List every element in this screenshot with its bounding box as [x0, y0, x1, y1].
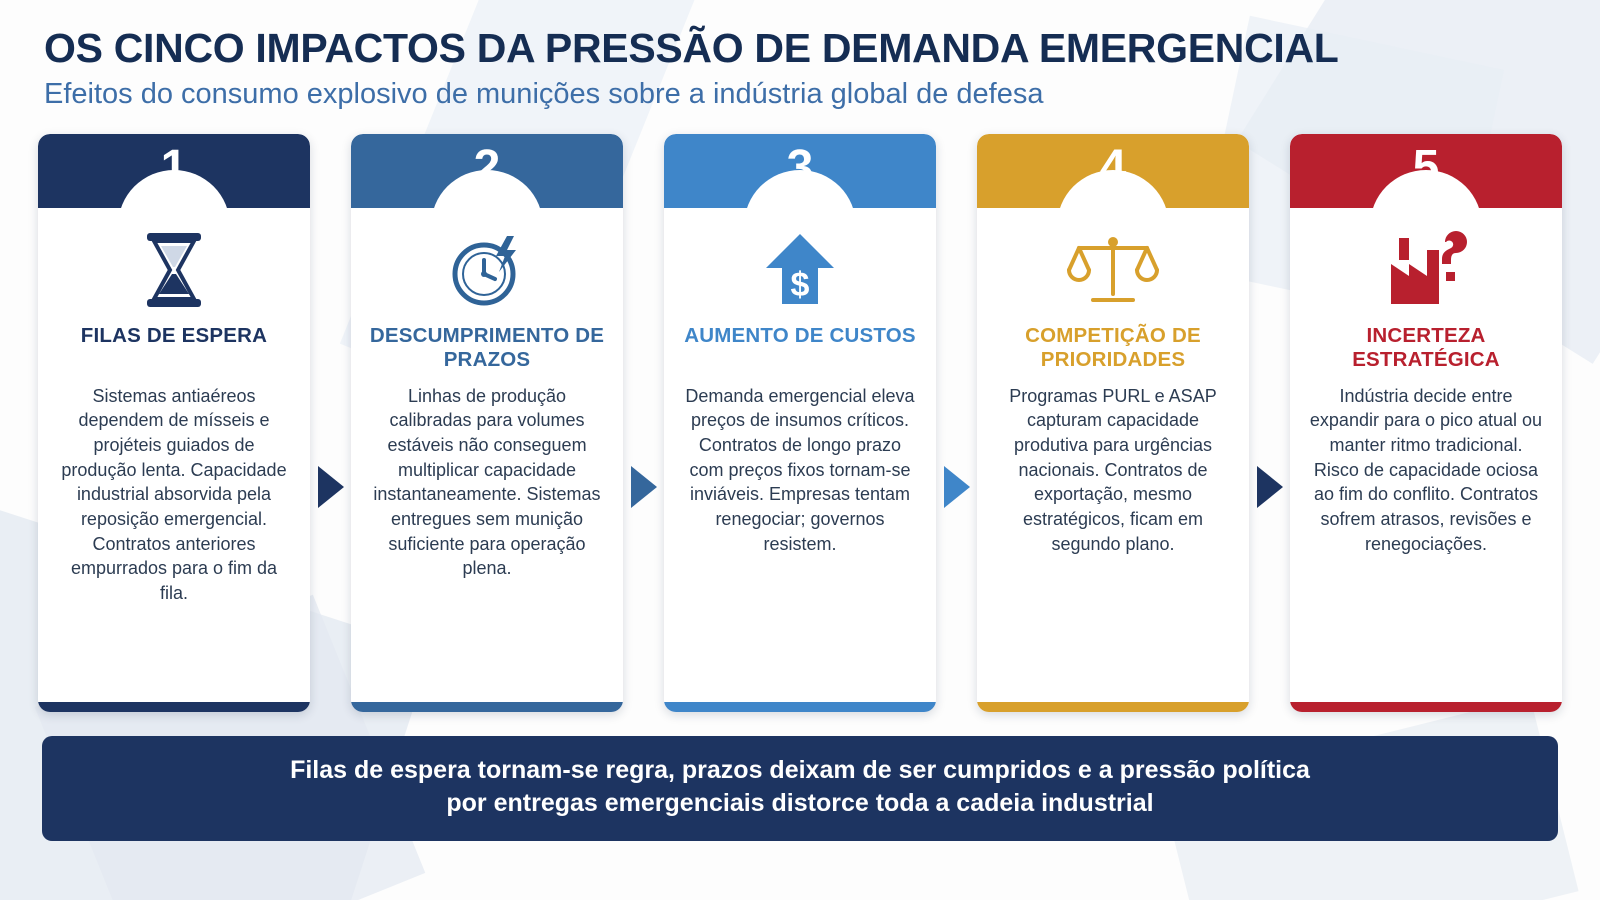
card-number: 5: [1412, 140, 1440, 194]
card-title: INCERTEZA ESTRATÉGICA: [1352, 323, 1500, 372]
balance-scale-icon: [1067, 222, 1159, 318]
card-wrapper-1: [38, 134, 310, 720]
card-body: Linhas de produção calibradas para volumes estáveis não conseguem multiplicar capacidade instantaneamente. Sistemas entregues sem munição suficiente para operação plena.: [373, 385, 601, 579]
card-footer-band: [1290, 702, 1562, 712]
impact-card-4[interactable]: [977, 134, 1249, 712]
clock-deadline-icon: [444, 222, 530, 318]
flow-arrow-icon: [631, 466, 657, 508]
card-header-band: [977, 134, 1249, 208]
summary-line-1: Filas de espera tornam-se regra, prazos deixam de ser cumpridos e a pressão política: [290, 755, 1310, 784]
card-body: Programas PURL e ASAP capturam capacidade produtiva para urgências nacionais. Contratos de exportação, mesmo estratégicos, ficam em segundo plano.: [1009, 385, 1217, 554]
card-header-band: [38, 134, 310, 208]
flow-arrow-icon: [944, 466, 970, 508]
flow-arrow-icon: [1257, 466, 1283, 508]
card-title: DESCUMPRIMENTO DE PRAZOS: [369, 323, 605, 372]
impact-card-5[interactable]: [1290, 134, 1562, 712]
summary-line-2: por entregas emergenciais distorce toda a cadeia industrial: [446, 789, 1154, 818]
impact-card-1[interactable]: [38, 134, 310, 712]
card-wrapper-5: [1290, 134, 1562, 720]
card-footer-band: [351, 702, 623, 712]
card-header-band: [1290, 134, 1562, 208]
impact-card-3[interactable]: [664, 134, 936, 712]
flow-arrow-icon: [318, 466, 344, 508]
card-header-band: [351, 134, 623, 208]
card-title: AUMENTO DE CUSTOS: [684, 323, 916, 347]
card-number: 1: [160, 140, 188, 194]
factory-question-icon: [1383, 222, 1469, 318]
header: [0, 0, 1600, 112]
card-number: 2: [473, 140, 501, 194]
cost-up-arrow-dollar-icon: [760, 222, 840, 318]
card-number: 4: [1099, 140, 1127, 194]
card-wrapper-4: [977, 134, 1249, 720]
page-subtitle: Efeitos do consumo explosivo de munições sobre a indústria global de defesa: [44, 78, 1044, 111]
card-footer-band: [977, 702, 1249, 712]
page-title: OS CINCO IMPACTOS DA PRESSÃO DE DEMANDA EMERGENCIAL: [44, 25, 1339, 71]
summary-banner: [42, 736, 1558, 842]
svg-text:$: $: [790, 265, 810, 304]
card-footer-band: [664, 702, 936, 712]
card-title: FILAS DE ESPERA: [80, 323, 268, 347]
card-wrapper-3: [664, 134, 936, 720]
card-body: Sistemas antiaéreos dependem de mísseis e projéteis guiados de produção lenta. Capacidade industrial absorvida pela reposição emergencial. Contratos anteriores empurrados para o fim da fila.: [61, 385, 287, 603]
card-body: Indústria decide entre expandir para o pico atual ou manter ritmo tradicional. Risco de capacidade ociosa ao fim do conflito. Contratos sofrem atrasos, revisões e renegociações.: [1309, 385, 1543, 554]
hourglass-icon: [137, 222, 211, 318]
card-body: Demanda emergencial eleva preços de insumos críticos. Contratos de longo prazo com preços fixos tornam-se inviáveis. Empresas tentam renegociar; governos resistem.: [685, 385, 915, 554]
card-number: 3: [786, 140, 814, 194]
impact-cards-row: [0, 134, 1600, 720]
card-wrapper-2: [351, 134, 623, 720]
card-footer-band: [38, 702, 310, 712]
impact-card-2[interactable]: [351, 134, 623, 712]
card-header-band: [664, 134, 936, 208]
card-title: COMPETIÇÃO DE PRIORIDADES: [1025, 323, 1201, 372]
